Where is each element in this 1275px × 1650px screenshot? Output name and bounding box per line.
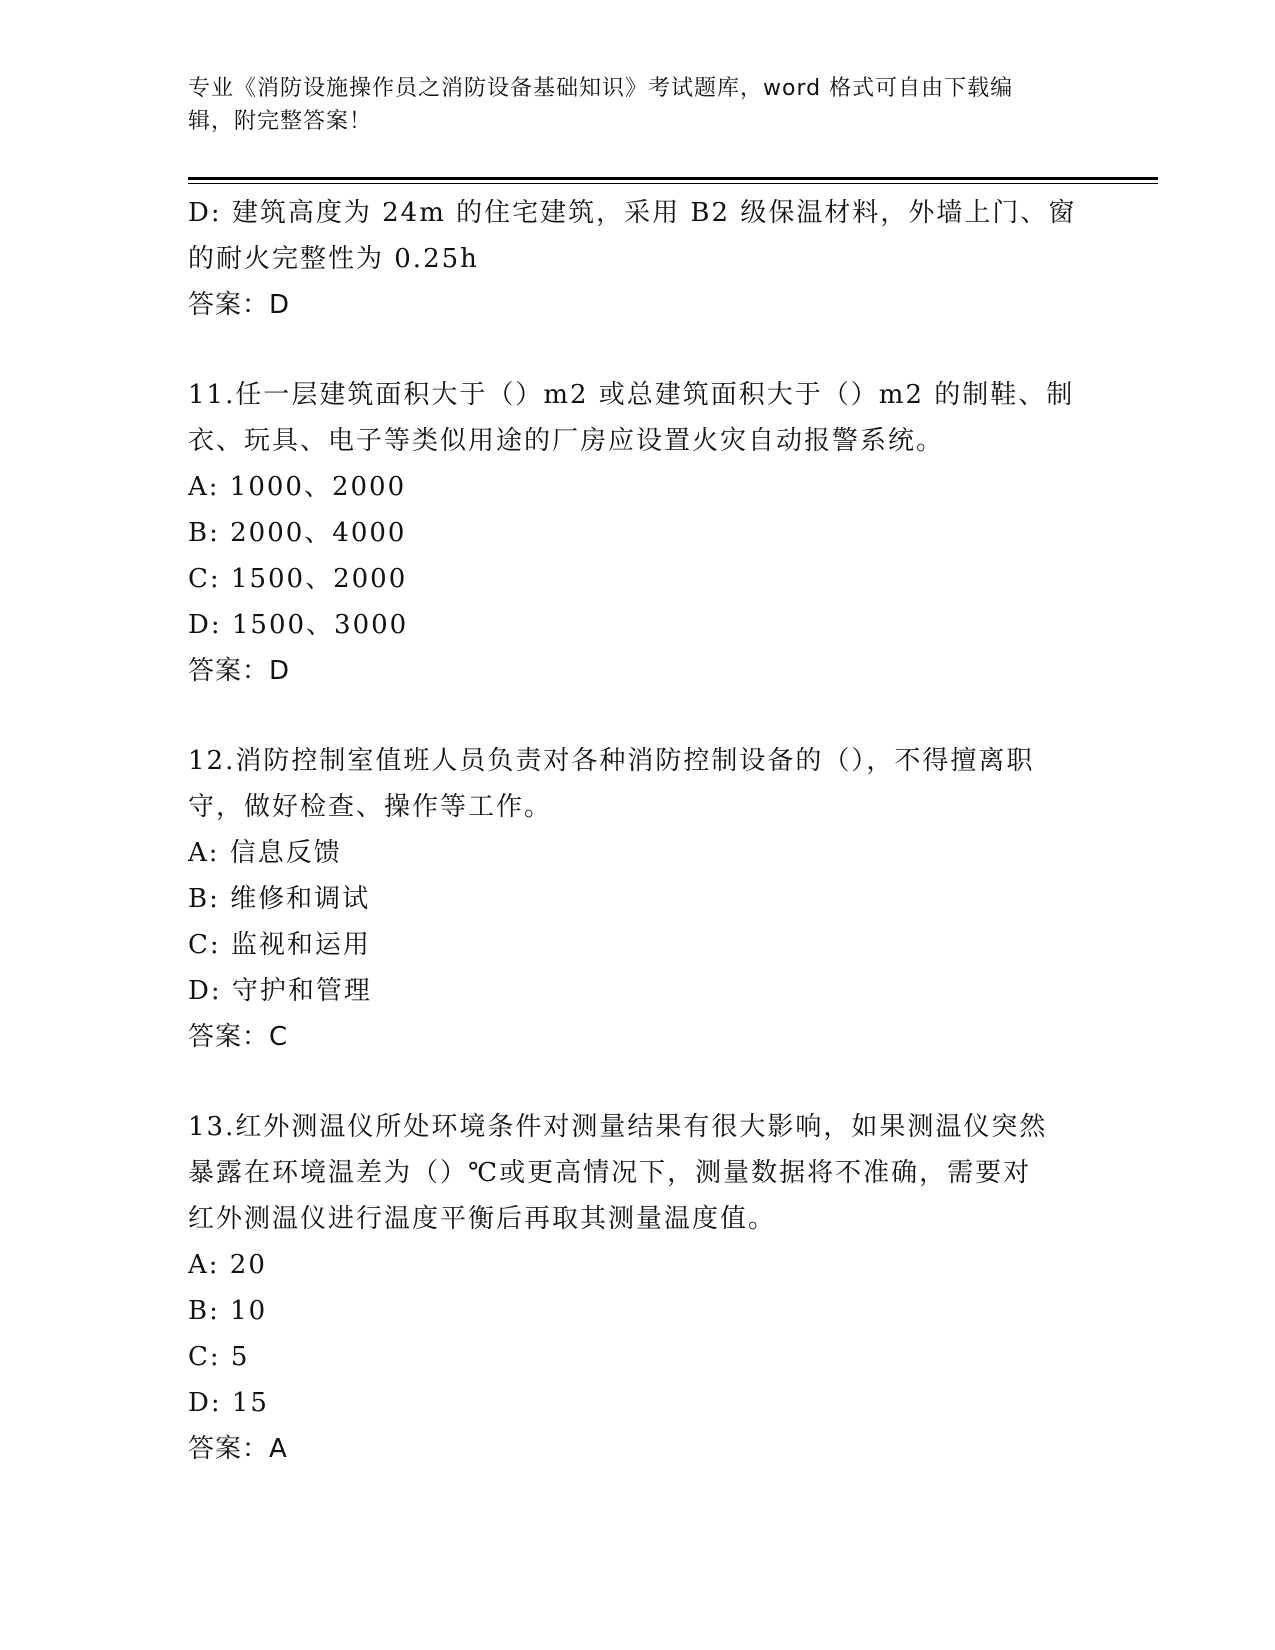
answer-line: 答案：D (188, 290, 291, 320)
option-c: C: 1500、2000 (188, 564, 408, 594)
question-stem-line: 红外测温仪进行温度平衡后再取其测量温度值。 (188, 1204, 777, 1234)
question-13 (188, 1104, 1088, 1472)
option-d: D: 1500、3000 (188, 610, 409, 640)
question-11 (188, 372, 1088, 694)
option-a: A: 1000、2000 (188, 472, 407, 502)
spacer (188, 328, 1088, 372)
header-line-1: 专业《消防设施操作员之消防设备基础知识》考试题库，word 格式可自由下载编 (188, 76, 1014, 101)
option-d: D: 建筑高度为 24m 的住宅建筑，采用 B2 级保温材料，外墙上门、窗 (188, 198, 1077, 228)
answer-line: 答案：C (188, 1022, 289, 1052)
previous-question-tail (188, 190, 1088, 328)
question-stem-line: 暴露在环境温差为（）℃或更高情况下，测量数据将不准确，需要对 (188, 1158, 1032, 1188)
spacer (188, 694, 1088, 738)
header-line-2: 辑，附完整答案！ (188, 109, 373, 134)
document-header (188, 72, 1068, 138)
option-d: D: 15 (188, 1388, 269, 1418)
question-stem-line: 13.红外测温仪所处环境条件对测量结果有很大影响，如果测温仪突然 (188, 1112, 1048, 1142)
question-12 (188, 738, 1088, 1060)
header-divider-thick (188, 177, 1158, 180)
answer-line: 答案：A (188, 1434, 288, 1464)
question-stem-line: 守，做好检查、操作等工作。 (188, 792, 553, 822)
option-b: B: 2000、4000 (188, 518, 407, 548)
question-content (188, 190, 1088, 1472)
header-divider-thin (188, 183, 1158, 184)
question-stem-line: 12.消防控制室值班人员负责对各种消防控制设备的（），不得擅离职 (188, 746, 1035, 776)
option-a: A: 信息反馈 (188, 838, 342, 868)
question-stem-line: 11.任一层建筑面积大于（）m2 或总建筑面积大于（）m2 的制鞋、制 (188, 380, 1075, 410)
option-c: C: 监视和运用 (188, 930, 371, 960)
option-d: D: 守护和管理 (188, 976, 372, 1006)
option-b: B: 维修和调试 (188, 884, 371, 914)
spacer (188, 1060, 1088, 1104)
option-b: B: 10 (188, 1296, 268, 1326)
answer-line: 答案：D (188, 656, 291, 686)
question-stem-line: 衣、玩具、电子等类似用途的厂房应设置火灾自动报警系统。 (188, 426, 945, 456)
option-d-continued: 的耐火完整性为 0.25h (188, 244, 479, 274)
option-a: A: 20 (188, 1250, 267, 1280)
option-c: C: 5 (188, 1342, 250, 1372)
